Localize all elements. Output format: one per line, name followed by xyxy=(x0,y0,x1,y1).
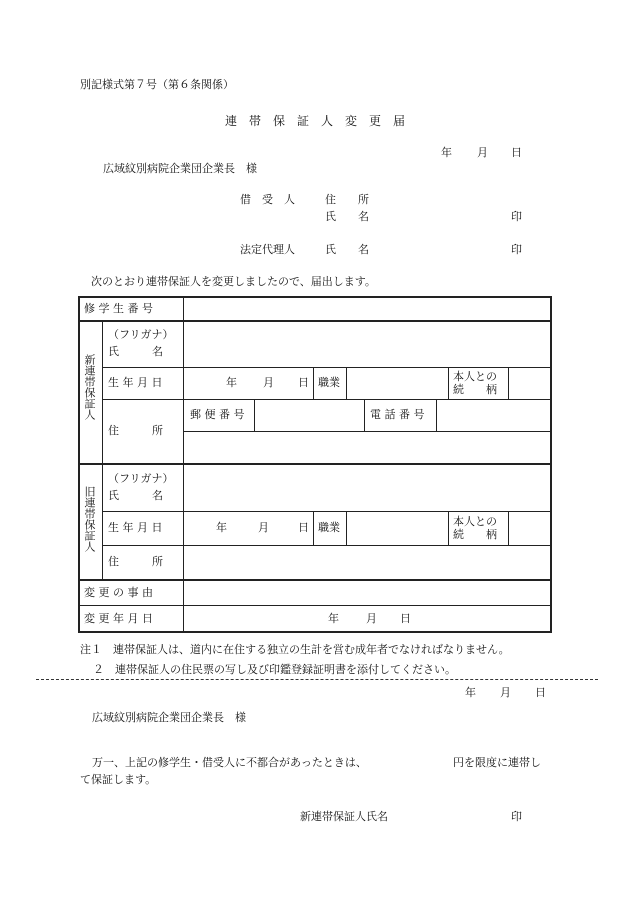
change-date-year: 年 xyxy=(328,611,339,625)
change-date-day: 日 xyxy=(400,611,411,625)
change-date-month: 月 xyxy=(366,611,377,625)
form-table xyxy=(78,296,552,633)
borrower-name-label: 氏 名 xyxy=(325,210,369,223)
dashed-cut-line xyxy=(36,679,598,680)
new-name-label: 氏 名 xyxy=(108,345,163,359)
new-relation-field[interactable] xyxy=(509,367,550,399)
old-address-field[interactable] xyxy=(184,546,550,579)
old-birth-day: 日 xyxy=(298,521,309,535)
legal-rep-name-label: 氏 名 xyxy=(325,243,369,256)
guarantee-date-day: 日 xyxy=(535,686,546,699)
new-name-field[interactable] xyxy=(184,322,550,367)
guarantee-body-line2: て保証します。 xyxy=(80,773,157,786)
old-occupation-field[interactable] xyxy=(347,511,447,545)
new-relation-label xyxy=(453,370,497,396)
new-furigana-label: （フリガナ） xyxy=(108,328,174,342)
header-date-day: 日 xyxy=(511,146,522,159)
new-birth-year: 年 xyxy=(226,376,237,390)
reason-label: 変 更 の 事 由 xyxy=(84,586,153,600)
old-birth-div-1 xyxy=(313,511,314,545)
reason-field[interactable] xyxy=(184,581,550,605)
old-relation-label-line1: 本人との xyxy=(453,515,497,528)
new-birthdate-label: 生 年 月 日 xyxy=(108,376,163,390)
header-date-month: 月 xyxy=(477,146,488,159)
form-id: 別記様式第７号（第６条関係） xyxy=(80,78,234,91)
borrower-address-label: 住 所 xyxy=(325,193,369,206)
legal-rep-seal: 印 xyxy=(511,243,522,256)
note-1: 注１ 連帯保証人は、道内に在住する独立の生計を営む成年者でなければなりません。 xyxy=(80,643,510,656)
new-phone-field[interactable] xyxy=(437,399,550,431)
old-name-label: 氏 名 xyxy=(108,489,163,503)
new-guarantor-signer-label: 新連帯保証人氏名 xyxy=(300,810,388,823)
old-birthdate-label: 生 年 月 日 xyxy=(108,521,163,535)
old-guarantor-section-label: 旧連帯保証人 xyxy=(83,486,96,552)
new-birth-month: 月 xyxy=(263,376,274,390)
old-address-label: 住 所 xyxy=(108,555,163,569)
form-title: 連 帯 保 証 人 変 更 届 xyxy=(225,114,406,128)
borrower-seal: 印 xyxy=(511,210,522,223)
new-birth-div-1 xyxy=(313,367,314,399)
change-date-label: 変 更 年 月 日 xyxy=(84,611,153,625)
guarantee-date-month: 月 xyxy=(500,686,511,699)
note-2: ２ 連帯保証人の住民票の写し及び印鑑登録証明書を添付してください。 xyxy=(93,663,456,676)
intro-text: 次のとおり連帯保証人を変更しましたので、届出します。 xyxy=(91,275,376,288)
guarantee-body-amount: 円を限度に連帯し xyxy=(453,756,541,769)
old-birth-div-3 xyxy=(448,511,449,545)
guarantee-body-line1: 万一、上記の修学生・借受人に不都合があったときは、 xyxy=(92,756,367,769)
new-occupation-label: 職業 xyxy=(318,376,340,390)
legal-rep-label: 法定代理人 xyxy=(240,243,295,256)
old-relation-field[interactable] xyxy=(509,511,550,545)
addressee: 広域紋別病院企業団企業長 様 xyxy=(103,162,257,175)
student-number-field[interactable] xyxy=(184,298,550,320)
new-birth-div-3 xyxy=(448,367,449,399)
new-guarantor-seal: 印 xyxy=(511,810,522,823)
borrower-label: 借 受 人 xyxy=(240,193,295,206)
section-column-divider xyxy=(102,320,103,579)
new-postal-label: 郵 便 番 号 xyxy=(190,408,245,422)
guarantee-date-year: 年 xyxy=(465,686,476,699)
new-postal-field[interactable] xyxy=(255,399,363,431)
new-address-label: 住 所 xyxy=(108,424,163,438)
new-guarantor-section-label: 新連帯保証人 xyxy=(83,354,96,420)
header-date-year: 年 xyxy=(441,146,452,159)
student-number-label: 修 学 生 番 号 xyxy=(84,302,153,316)
new-relation-label-line1: 本人との xyxy=(453,370,497,383)
new-relation-label-line2: 続 柄 xyxy=(453,383,497,397)
new-phone-label: 電 話 番 号 xyxy=(370,408,425,422)
old-furigana-label: （フリガナ） xyxy=(108,472,174,486)
old-occupation-label: 職業 xyxy=(318,521,340,535)
new-address-field[interactable] xyxy=(184,432,550,463)
old-relation-label xyxy=(453,515,497,541)
old-name-field[interactable] xyxy=(184,465,550,511)
guarantee-addressee: 広域紋別病院企業団企業長 様 xyxy=(92,711,246,724)
old-birth-month: 月 xyxy=(258,521,269,535)
new-birth-day: 日 xyxy=(298,376,309,390)
new-occupation-field[interactable] xyxy=(347,367,447,399)
old-relation-label-line2: 続 柄 xyxy=(453,528,497,542)
new-postal-div-2 xyxy=(364,399,365,431)
old-birth-year: 年 xyxy=(216,521,227,535)
